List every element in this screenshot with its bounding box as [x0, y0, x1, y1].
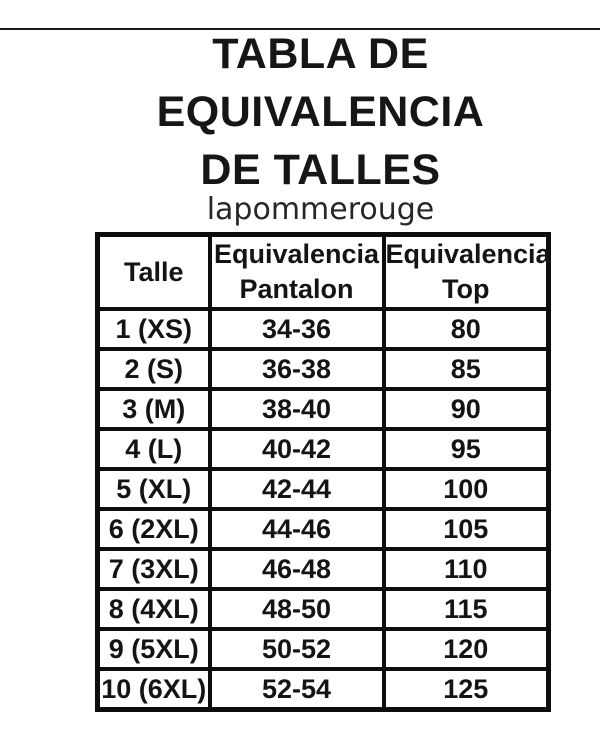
size-equivalence-table — [95, 232, 551, 712]
table-row — [98, 549, 549, 589]
header-pantalon-line-1: Equivalencia — [213, 239, 380, 269]
cell-pantalon: 42-44 — [210, 469, 384, 509]
table-row — [98, 669, 549, 710]
cell-top: 90 — [384, 389, 549, 429]
cell-talle: 2 (S) — [98, 349, 210, 389]
header-top-line-1: Equivalencia — [385, 239, 551, 269]
table-row — [98, 629, 549, 669]
table-row — [98, 429, 549, 469]
cell-talle: 1 (XS) — [98, 309, 210, 349]
cell-top: 110 — [384, 549, 549, 589]
column-header-equivalencia-pantalon — [210, 235, 384, 310]
cell-pantalon: 48-50 — [210, 589, 384, 629]
header-top-line-2: Top — [442, 274, 490, 304]
cell-pantalon: 34-36 — [210, 309, 384, 349]
title-line-2: EQUIVALENCIA — [156, 88, 485, 136]
cell-top: 115 — [384, 589, 549, 629]
cell-top: 105 — [384, 509, 549, 549]
cell-pantalon: 44-46 — [210, 509, 384, 549]
cell-talle: 7 (3XL) — [98, 549, 210, 589]
table-row — [98, 509, 549, 549]
table-row — [98, 389, 549, 429]
brand-name: lapommerouge — [206, 192, 435, 227]
cell-talle: 5 (XL) — [98, 469, 210, 509]
cell-top: 125 — [384, 669, 549, 710]
cell-top: 80 — [384, 309, 549, 349]
cell-top: 95 — [384, 429, 549, 469]
table-row — [98, 469, 549, 509]
column-header-equivalencia-top — [384, 235, 549, 310]
cell-talle: 9 (5XL) — [98, 629, 210, 669]
cell-talle: 4 (L) — [98, 429, 210, 469]
cell-top: 120 — [384, 629, 549, 669]
page-title — [95, 25, 546, 199]
cell-talle: 3 (M) — [98, 389, 210, 429]
table-row — [98, 309, 549, 349]
cell-talle: 6 (2XL) — [98, 509, 210, 549]
title-line-1: TABLA DE — [212, 30, 429, 78]
cell-pantalon: 36-38 — [210, 349, 384, 389]
title-line-3: DE TALLES — [200, 146, 441, 194]
table-row — [98, 349, 549, 389]
cell-talle: 8 (4XL) — [98, 589, 210, 629]
cell-pantalon: 38-40 — [210, 389, 384, 429]
cell-pantalon: 46-48 — [210, 549, 384, 589]
page-content — [95, 0, 551, 712]
header-pantalon-line-2: Pantalon — [239, 274, 354, 304]
cell-pantalon: 52-54 — [210, 669, 384, 710]
table-row — [98, 589, 549, 629]
cell-top: 100 — [384, 469, 549, 509]
cell-top: 85 — [384, 349, 549, 389]
table-header-row — [98, 235, 549, 310]
cell-pantalon: 50-52 — [210, 629, 384, 669]
column-header-talle: Talle — [98, 235, 210, 310]
cell-talle: 10 (6XL) — [98, 669, 210, 710]
cell-pantalon: 40-42 — [210, 429, 384, 469]
